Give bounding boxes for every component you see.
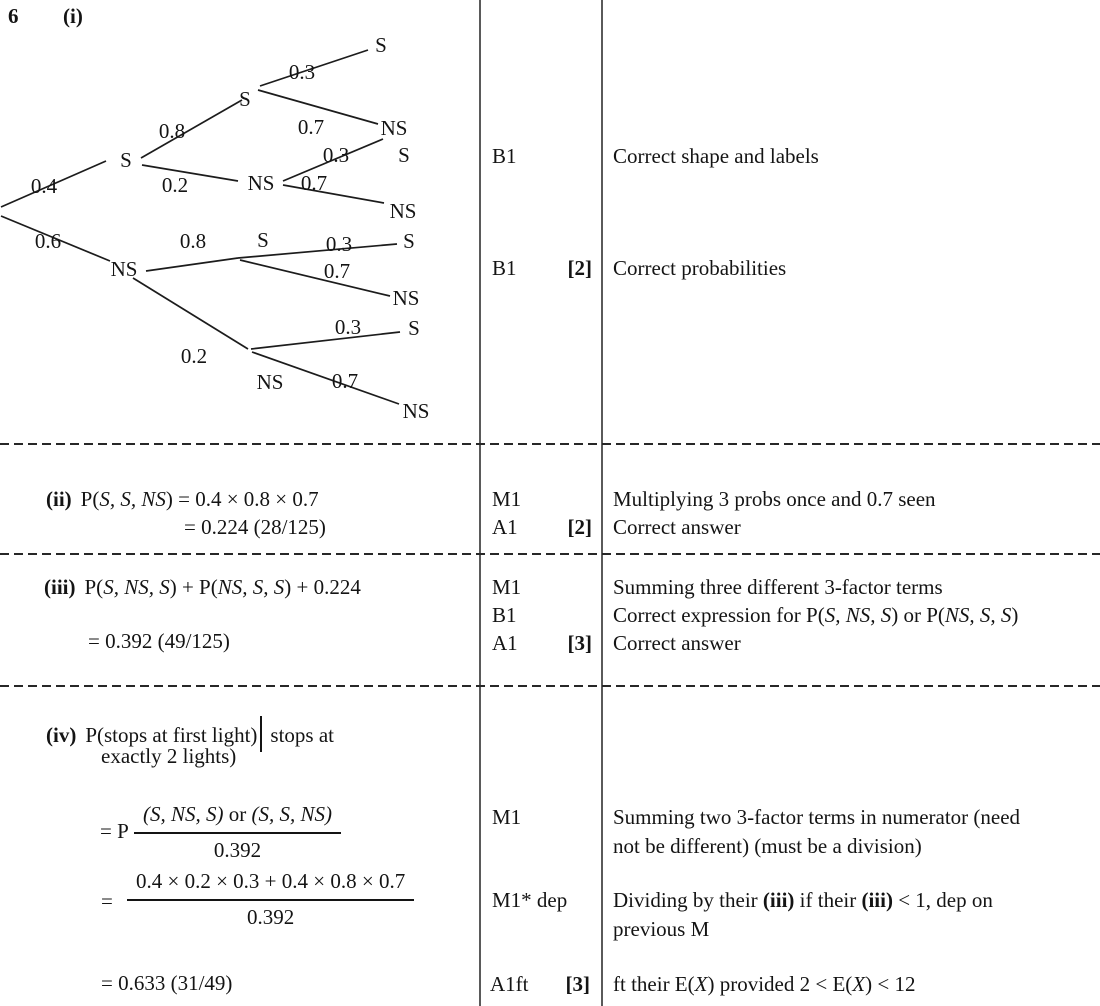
part-label-iii: (iii) <box>44 575 76 599</box>
mark-i-b1-shape: B1 <box>492 144 517 168</box>
comment-i-probs: Correct probabilities <box>613 256 787 280</box>
part-ii-answer: = 0.224 (28/125) <box>184 515 326 539</box>
tree-node-label: S <box>120 148 132 172</box>
fraction2-numerator: 0.4 × 0.2 × 0.3 + 0.4 × 0.8 × 0.7 <box>127 868 414 901</box>
tree-node-label: 0.3 <box>322 143 350 167</box>
tree-node-label: NS <box>110 257 138 281</box>
tree-branch-line <box>142 165 238 181</box>
part-label-ii: (ii) <box>46 487 72 511</box>
part-iv-eq2: = <box>101 889 113 913</box>
part-ii-expression: P(S, S, NS) = 0.4 × 0.8 × 0.7 <box>80 487 319 511</box>
mark-code: A1 <box>492 515 518 539</box>
tree-node-label: 0.3 <box>325 232 353 256</box>
tree-node-label: 0.2 <box>161 173 189 197</box>
tree-branch-line <box>251 332 400 349</box>
tree-node-label: S <box>239 87 251 111</box>
mark-code: A1ft <box>490 972 529 996</box>
dashed-separator <box>0 685 1100 687</box>
part-iv-condition-right: stops at <box>270 723 335 747</box>
tree-branch-line <box>240 260 390 296</box>
mark-iv-m1dep: M1* dep <box>492 888 568 912</box>
tree-branch-line <box>141 100 242 158</box>
tree-node-label: S <box>375 33 387 57</box>
mark-ii-a1 <box>492 514 592 540</box>
tree-node-label: 0.3 <box>334 315 362 339</box>
mark-total: [3] <box>567 631 592 655</box>
mark-code: B1 <box>492 256 517 280</box>
mark-total: [3] <box>565 972 590 996</box>
question-number: 6 <box>8 4 19 28</box>
tree-node-label: 0.6 <box>34 229 62 253</box>
tree-node-label: NS <box>392 286 420 310</box>
part-label-iv: (iv) <box>46 723 77 747</box>
comment-i-shape: Correct shape and labels <box>613 144 819 168</box>
mark-i-b1-probs <box>492 255 592 281</box>
tree-node-label: S <box>408 316 420 340</box>
mark-total: [2] <box>567 256 592 280</box>
column-divider-comments <box>601 0 603 1006</box>
part-iv-condition-left: P(stops at first light) <box>85 723 258 747</box>
part-iii-answer: = 0.392 (49/125) <box>88 629 230 653</box>
part-label-i: (i) <box>63 4 83 28</box>
comment-iii-b1: Correct expression for P(S, NS, S) or P(NS, S, S) <box>613 603 1019 627</box>
tree-node-label: NS <box>256 370 284 394</box>
comment-iv-m1dep-line1: Dividing by their (iii) if their (iii) < 1, dep on <box>613 888 993 912</box>
tree-node-label: NS <box>389 199 417 223</box>
part-iv-fraction1 <box>134 801 341 863</box>
mark-code: A1 <box>492 631 518 655</box>
tree-node-label: 0.8 <box>179 229 207 253</box>
tree-node-label: NS <box>247 171 275 195</box>
mark-iv-a1ft <box>490 971 590 997</box>
tree-node-label: S <box>257 228 269 252</box>
tree-node-label: 0.8 <box>158 119 186 143</box>
fraction2-denominator: 0.392 <box>246 905 295 929</box>
comment-ii-a1: Correct answer <box>613 515 741 539</box>
mark-ii-m1: M1 <box>492 487 522 511</box>
tree-node-label: 0.4 <box>30 174 58 198</box>
tree-branch-line <box>146 258 238 271</box>
comment-iv-m1-line1: Summing two 3-factor terms in numerator (need <box>613 805 1021 829</box>
tree-node-label: NS <box>402 399 430 423</box>
mark-iv-m1: M1 <box>492 805 522 829</box>
tree-node-label: 0.3 <box>288 60 316 84</box>
tree-branch-line <box>133 278 248 349</box>
part-iv-eq1: = P <box>100 819 129 843</box>
fraction1-denominator: 0.392 <box>213 838 262 862</box>
part-iii-line1 <box>44 574 361 600</box>
tree-node-label: 0.7 <box>300 171 328 195</box>
comment-iii-m1: Summing three different 3-factor terms <box>613 575 943 599</box>
tree-node-label: NS <box>380 116 408 140</box>
mark-iii-m1: M1 <box>492 575 522 599</box>
tree-node-label: 0.7 <box>323 259 351 283</box>
mark-iii-b1: B1 <box>492 603 517 627</box>
tree-node-label: S <box>403 229 415 253</box>
comment-iv-m1dep-line2: previous M <box>613 917 710 941</box>
probability-tree <box>0 0 470 440</box>
conditional-bar <box>260 716 262 752</box>
column-divider-marks <box>479 0 481 1006</box>
part-ii-line1 <box>46 486 319 512</box>
mark-total: [2] <box>567 515 592 539</box>
tree-node-label: S <box>398 143 410 167</box>
comment-iii-a1: Correct answer <box>613 631 741 655</box>
part-iv-line2: exactly 2 lights) <box>101 744 237 768</box>
comment-iv-m1-line2: not be different) (must be a division) <box>613 834 922 858</box>
comment-ii-m1: Multiplying 3 probs once and 0.7 seen <box>613 487 936 511</box>
part-iv-fraction2 <box>127 868 414 930</box>
tree-branch-line <box>283 185 384 203</box>
mark-iii-a1 <box>492 630 592 656</box>
dashed-separator <box>0 553 1100 555</box>
dashed-separator <box>0 443 1100 445</box>
comment-iv-a1ft: ft their E(X) provided 2 < E(X) < 12 <box>613 972 916 996</box>
tree-node-label: 0.7 <box>297 115 325 139</box>
tree-node-label: 0.7 <box>331 369 359 393</box>
part-iv-answer: = 0.633 (31/49) <box>101 971 233 995</box>
tree-node-label: 0.2 <box>180 344 208 368</box>
fraction1-numerator: (S, NS, S) or (S, S, NS) <box>134 801 341 834</box>
part-iii-expression: P(S, NS, S) + P(NS, S, S) + 0.224 <box>84 575 361 599</box>
